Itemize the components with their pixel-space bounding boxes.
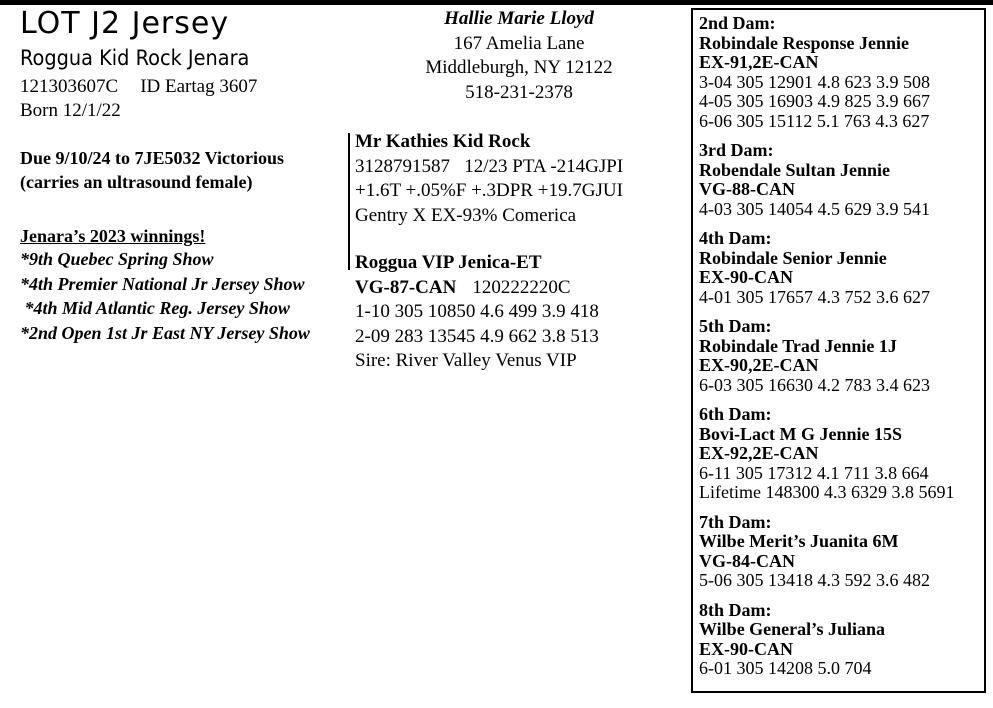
winning-item: *2nd Open 1st Jr East NY Jersey Show <box>20 322 310 343</box>
animal-born: Born 12/1/22 <box>20 100 121 121</box>
owner-street: 167 Amelia Lane <box>453 32 585 54</box>
animal-id-line <box>20 76 257 98</box>
dam-registration: 120222220C <box>472 276 571 298</box>
dam-record: 1-10 305 10850 4.6 499 3.9 418 <box>355 301 599 322</box>
ancestor-classification: EX-90,2E-CAN <box>699 355 819 375</box>
dam-block <box>355 251 599 374</box>
ancestor-entry <box>699 229 984 307</box>
pedigree-divider <box>348 133 350 270</box>
ancestor-record: 3-04 305 12901 4.8 623 3.9 508 <box>699 71 930 92</box>
ancestor-record: 5-06 305 13418 4.3 592 3.6 482 <box>699 570 930 590</box>
lot-title: LOT J2 Jersey <box>20 6 230 41</box>
ancestor-record: 4-01 305 17657 4.3 752 3.6 627 <box>699 286 930 307</box>
animal-name: Roggua Kid Rock Jenara <box>20 46 250 70</box>
due-note-line: (carries an ultrasound female) <box>20 172 253 192</box>
ancestor-label: 8th Dam: <box>699 599 772 620</box>
ancestor-record: 6-01 305 14208 5.0 704 <box>699 658 872 678</box>
ancestor-entry <box>699 601 984 679</box>
animal-eartag: ID Eartag 3607 <box>140 76 258 97</box>
sire-block <box>355 130 623 228</box>
ancestor-name: Robindale Response Jennie <box>699 32 910 53</box>
ancestor-record: Lifetime 148300 4.3 6329 3.8 5691 <box>699 482 955 502</box>
owner-phone: 518-231-2378 <box>465 81 573 103</box>
dam-name: Roggua VIP Jenica-ET <box>355 252 542 273</box>
winning-item: *4th Mid Atlantic Reg. Jersey Show <box>20 298 290 318</box>
due-date-line: Due 9/10/24 to 7JE5032 Victorious <box>20 148 284 168</box>
sire-line-3: Gentry X EX-93% Comerica <box>355 204 577 226</box>
ancestor-name: Robindale Trad Jennie 1J <box>699 335 897 356</box>
winning-item: *4th Premier National Jr Jersey Show <box>20 273 305 294</box>
winnings-list <box>20 247 310 345</box>
ancestor-classification: EX-90-CAN <box>699 267 793 287</box>
ancestor-classification: EX-90-CAN <box>699 638 793 659</box>
ancestor-entry <box>699 317 984 395</box>
sire-line-1: 3128791587 12/23 PTA -214GJPI <box>355 155 624 177</box>
dam-sire: Sire: River Valley Venus VIP <box>355 350 577 371</box>
dam-classification: VG-87-CAN <box>355 276 457 298</box>
ancestor-entry <box>699 405 984 503</box>
sire-name: Mr Kathies Kid Rock <box>355 131 531 152</box>
due-info <box>20 146 284 194</box>
ancestor-label: 6th Dam: <box>699 404 772 424</box>
ancestor-classification: EX-91,2E-CAN <box>699 52 819 72</box>
ancestor-entry <box>699 513 984 591</box>
ancestor-label: 2nd Dam: <box>699 13 776 33</box>
winnings-heading: Jenara’s 2023 winnings! <box>20 226 206 246</box>
ancestor-entry <box>699 14 984 131</box>
dam-class-line <box>355 276 599 301</box>
ancestor-name: Robendale Sultan Jennie <box>699 159 891 180</box>
ancestor-record: 6-06 305 15112 5.1 763 4.3 627 <box>699 110 930 131</box>
ancestor-name: Wilbe Merit’s Juanita 6M <box>699 531 899 551</box>
sire-line-2: +1.6T +.05%F +.3DPR +19.7GJUI <box>355 180 623 201</box>
ancestor-name: Robindale Senior Jennie <box>699 247 887 268</box>
ancestor-record: 6-11 305 17312 4.1 711 3.8 664 <box>699 462 929 483</box>
ancestor-label: 5th Dam: <box>699 316 772 336</box>
ancestor-name: Bovi-Lact M G Jennie 15S <box>699 423 902 444</box>
winning-item: *9th Quebec Spring Show <box>20 249 214 269</box>
animal-registration: 121303607C <box>20 76 119 97</box>
ancestor-classification: VG-84-CAN <box>699 550 795 571</box>
ancestor-record: 4-05 305 16903 4.9 825 3.9 667 <box>699 91 930 111</box>
owner-city: Middleburgh, NY 12122 <box>425 57 613 78</box>
ancestor-record: 4-03 305 14054 4.5 629 3.9 541 <box>699 198 930 219</box>
dam-record: 2-09 283 13545 4.9 662 3.8 513 <box>355 325 599 347</box>
ancestor-label: 4th Dam: <box>699 228 772 248</box>
ancestor-label: 3rd Dam: <box>699 140 774 160</box>
ancestor-record: 6-03 305 16630 4.2 783 3.4 623 <box>699 374 930 395</box>
ancestor-entry <box>699 141 984 219</box>
ancestor-classification: EX-92,2E-CAN <box>699 443 819 463</box>
ancestor-classification: VG-88-CAN <box>699 179 795 199</box>
ancestor-name: Wilbe General’s Juliana <box>699 619 886 639</box>
ancestry-box <box>691 8 986 693</box>
owner-contact <box>405 7 633 105</box>
owner-name: Hallie Marie Lloyd <box>444 8 594 29</box>
ancestor-label: 7th Dam: <box>699 511 772 532</box>
